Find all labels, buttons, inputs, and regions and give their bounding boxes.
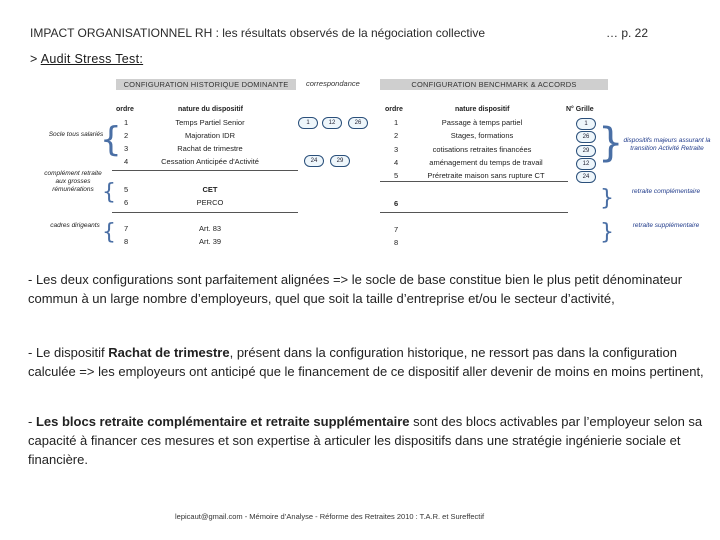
left-nature-7: Art. 83 <box>198 224 222 233</box>
brace-right-2: } <box>600 186 614 211</box>
banner-benchmark: CONFIGURATION BENCHMARK & ACCORDS <box>380 79 608 90</box>
left-ordre-2: 2 <box>124 131 129 140</box>
corr-oval-29: 29 <box>330 155 350 167</box>
left-ordre-7: 7 <box>124 224 129 233</box>
right-header-grille: N° Grille <box>566 106 594 113</box>
left-nature-2: Majoration IDR <box>184 131 236 140</box>
brace-left-3: { <box>102 220 116 245</box>
label-dispositifs-majeurs: dispositifs majeurs assurant la transition Activité Retraite <box>623 137 711 152</box>
right-ordre-7: 7 <box>394 225 399 234</box>
p2-emphasis: Rachat de trimestre <box>108 345 230 360</box>
left-nature-4: Cessation Anticipée d'Activité <box>161 157 259 166</box>
left-ordre-1: 1 <box>124 118 129 127</box>
label-complement: complément retraite aux grosses rémunérations <box>44 170 102 193</box>
p2-body: , présent dans la configuration historique, ne ressort pas dans la configuration calculée => les employeurs ont anticipé que le financement de ce dispositif aller devenir de moins en moins pertinent, <box>28 345 704 379</box>
label-retraite-complementaire: retraite complémentaire <box>631 188 701 195</box>
banner-historique: CONFIGURATION HISTORIQUE DOMINANTE <box>116 79 296 90</box>
left-nature-6: PERCO <box>196 198 224 207</box>
paragraph-1 <box>28 270 712 308</box>
p3-body: sont des blocs activables par l’employeur selon sa capacité à financer ces mesures et son expertise à articuler les dispositifs dans une stratégie ingénierie sociale et financière. <box>28 414 703 467</box>
audit-prefix: > <box>30 52 41 66</box>
left-header-ordre: ordre <box>116 106 134 113</box>
left-nature-8: Art. 39 <box>198 237 222 246</box>
brace-right-1: } <box>598 120 624 166</box>
right-header-ordre: ordre <box>385 106 403 113</box>
grille-oval-24: 24 <box>576 171 596 183</box>
corr-oval-26: 26 <box>348 117 368 129</box>
left-nature-1: Temps Partiel Senior <box>175 118 245 127</box>
label-socle: Socle tous salariés <box>48 131 104 138</box>
right-divider-1 <box>380 181 568 182</box>
audit-heading <box>30 52 143 66</box>
right-ordre-4: 4 <box>394 158 399 167</box>
corr-oval-1: 1 <box>298 117 318 129</box>
paragraph-2 <box>28 343 712 381</box>
left-nature-3: Rachat de trimestre <box>177 144 243 153</box>
p1-body: le socle de base constitue bien le plus petit dénominateur commun à un large nombre d’employeurs, quel que soit la taille d’entreprise et/ou le secteur d’activité, <box>28 272 683 306</box>
right-ordre-3: 3 <box>394 145 399 154</box>
right-nature-5: Préretraite maison sans rupture CT <box>427 171 545 180</box>
brace-left-1: { <box>100 120 122 160</box>
right-nature-3: cotisations retraites financées <box>432 145 532 154</box>
correspondance-label: correspondance <box>306 79 360 88</box>
p1-intro: - Les deux configurations sont parfaitement alignées => <box>28 272 352 287</box>
p3-emphasis: Les blocs retraite complémentaire et retraite supplémentaire <box>35 414 410 429</box>
left-ordre-3: 3 <box>124 144 129 153</box>
right-header-nature: nature dispositif <box>455 106 510 113</box>
corr-oval-12: 12 <box>322 117 342 129</box>
right-ordre-5: 5 <box>394 171 399 180</box>
right-ordre-8: 8 <box>394 238 399 247</box>
left-nature-5: CET <box>202 185 218 194</box>
left-ordre-6: 6 <box>124 198 129 207</box>
brace-right-3: } <box>600 220 614 245</box>
right-ordre-1: 1 <box>394 118 399 127</box>
header-title: IMPACT ORGANISATIONNEL RH : les résultats observés de la négociation collective <box>30 26 486 40</box>
left-divider-1 <box>112 170 298 171</box>
right-nature-1: Passage à temps partiel <box>441 118 523 127</box>
right-ordre-6: 6 <box>394 199 399 208</box>
label-retraite-supplementaire: retraite supplémentaire <box>632 222 700 229</box>
corr-oval-24: 24 <box>304 155 324 167</box>
p2-intro: - Le dispositif <box>28 345 109 360</box>
left-divider-2 <box>112 212 298 213</box>
grille-oval-26: 26 <box>576 131 596 143</box>
page-reference: … p. 22 <box>606 26 649 40</box>
left-ordre-8: 8 <box>124 237 129 246</box>
audit-title: Audit Stress Test: <box>40 52 144 66</box>
paragraph-3 <box>28 412 712 469</box>
left-ordre-5: 5 <box>124 185 129 194</box>
right-divider-2 <box>380 212 568 213</box>
left-ordre-4: 4 <box>124 157 129 166</box>
right-ordre-2: 2 <box>394 131 399 140</box>
right-nature-2: Stages, formations <box>450 131 514 140</box>
grille-oval-29: 29 <box>576 145 596 157</box>
brace-left-2: { <box>102 180 116 205</box>
right-nature-4: aménagement du temps de travail <box>429 158 543 167</box>
grille-oval-1: 1 <box>576 118 596 130</box>
label-cadres: cadres dirigeants <box>50 222 100 229</box>
left-header-nature: nature du dispositif <box>178 106 243 113</box>
footer: lepicaut@gmail.com - Mémoire d’Analyse - Réforme des Retraites 2010 : T.A.R. et Sureffectif <box>175 512 485 521</box>
p3-intro: - <box>28 414 36 429</box>
grille-oval-12: 12 <box>576 158 596 170</box>
